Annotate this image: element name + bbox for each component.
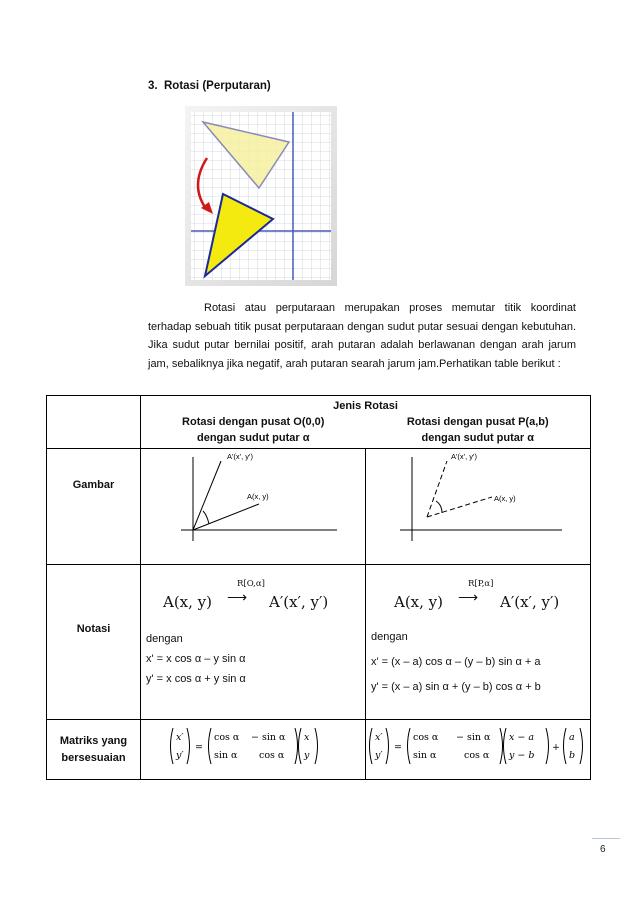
- svg-text:=: =: [195, 742, 203, 753]
- svg-text:cos α: cos α: [259, 750, 285, 761]
- col1-header-line2: dengan sudut putar α: [197, 432, 310, 444]
- equation-x-center: x' = (x – a) cos α – (y – b) sin α + a: [371, 656, 541, 668]
- svg-text:y′: y′: [375, 750, 383, 761]
- svg-text:sin α: sin α: [214, 750, 238, 761]
- row-label-gambar: [47, 449, 141, 565]
- svg-text:a: a: [569, 732, 575, 743]
- equation-y-origin: y' = x cos α + y sin α: [146, 673, 246, 685]
- row-label-matriks-text: Matriks yang bersesuaian: [59, 734, 128, 764]
- label-original-point-2: A(x, y): [494, 494, 516, 503]
- arrow-label-center: R[P,α]: [468, 579, 494, 589]
- header-cell: [141, 396, 591, 449]
- svg-text:x′: x′: [375, 732, 383, 743]
- paragraph-text: Rotasi atau perputaraan merupakan proses memutar titik koordinat terhadap sebuah titik pusat perputaraan dengan sudut putar sesuai dengan kebutuhan. Jika sudut putar bernilai positif, arah putaran adalah berlawanan dengan arah jarum jam, sebaliknya jika negatif, arah putaran searah jarum jam.Perhatikan table berikut :: [148, 302, 576, 370]
- arrow-label-origin: R[O,α]: [237, 579, 265, 589]
- diagram-origin: [141, 449, 366, 561]
- diagram-center: [366, 449, 591, 561]
- notation-formula-origin: [141, 565, 365, 617]
- svg-text:y: y: [304, 750, 310, 761]
- figure-cell-origin: [141, 449, 366, 565]
- dengan-label-2: dengan: [371, 631, 408, 643]
- svg-text:y′: y′: [176, 750, 184, 761]
- svg-text:x′: x′: [176, 732, 184, 743]
- svg-text:cos α: cos α: [464, 750, 490, 761]
- section-title: Rotasi (Perputaran): [163, 80, 271, 92]
- mapping-arrow-icon: ⟶: [227, 589, 248, 605]
- corner-cell: [47, 396, 141, 449]
- rotation-table: [46, 395, 591, 780]
- col2-header-line1: Rotasi dengan pusat P(a,b): [406, 416, 549, 428]
- row-label-matriks: [47, 720, 141, 780]
- label-image-point: A'(x', y'): [227, 452, 253, 461]
- mapping-arrow-icon-2: ⟶: [458, 589, 479, 605]
- label-image-point-2: A'(x', y'): [451, 452, 477, 461]
- footer-rule: [592, 838, 620, 839]
- row-label-notasi-text: Notasi: [76, 623, 111, 635]
- row-label-notasi: [47, 565, 141, 720]
- col1-header-line1: Rotasi dengan pusat O(0,0): [182, 416, 325, 428]
- rotation-illustration: [185, 106, 337, 286]
- notation-formula-center: [366, 565, 590, 617]
- group-header: Jenis Rotasi: [333, 400, 398, 412]
- notation-rhs-2: A′(x′, y′): [500, 593, 560, 611]
- notation-lhs: A(x, y): [163, 593, 213, 611]
- svg-text:y − b: y − b: [509, 750, 535, 761]
- row-label-gambar-text: Gambar: [72, 479, 115, 491]
- matrix-equation-center: [366, 720, 591, 776]
- equation-x-origin: x' = x cos α – y sin α: [146, 653, 246, 665]
- notation-lhs-2: A(x, y): [394, 593, 444, 611]
- matrix-cell-origin: [141, 720, 366, 780]
- svg-text:b: b: [569, 750, 576, 761]
- notation-cell-center: [366, 565, 591, 720]
- label-original-point: A(x, y): [247, 492, 269, 501]
- notation-rhs: A′(x′, y′): [269, 593, 329, 611]
- svg-text:− sin α: − sin α: [456, 732, 491, 743]
- svg-text:cos α: cos α: [413, 732, 439, 743]
- svg-text:cos α: cos α: [214, 732, 240, 743]
- equation-y-center: y' = (x – a) sin α + (y – b) cos α + b: [371, 681, 541, 693]
- col2-header-line2: dengan sudut putar α: [421, 432, 534, 444]
- description-paragraph: [148, 299, 576, 373]
- matrix-equation-origin: [141, 720, 366, 776]
- notation-cell-origin: [141, 565, 366, 720]
- svg-text:x: x: [304, 732, 310, 743]
- figure-cell-center: [366, 449, 591, 565]
- svg-text:− sin α: − sin α: [251, 732, 286, 743]
- section-number: 3.: [148, 80, 158, 92]
- section-heading: [148, 80, 271, 92]
- svg-text:+: +: [552, 742, 560, 753]
- page-number: 6: [600, 844, 606, 855]
- matrix-cell-center: [366, 720, 591, 780]
- svg-text:x − a: x − a: [509, 732, 535, 743]
- dengan-label: dengan: [146, 633, 183, 645]
- svg-text:sin α: sin α: [413, 750, 437, 761]
- svg-text:=: =: [394, 742, 402, 753]
